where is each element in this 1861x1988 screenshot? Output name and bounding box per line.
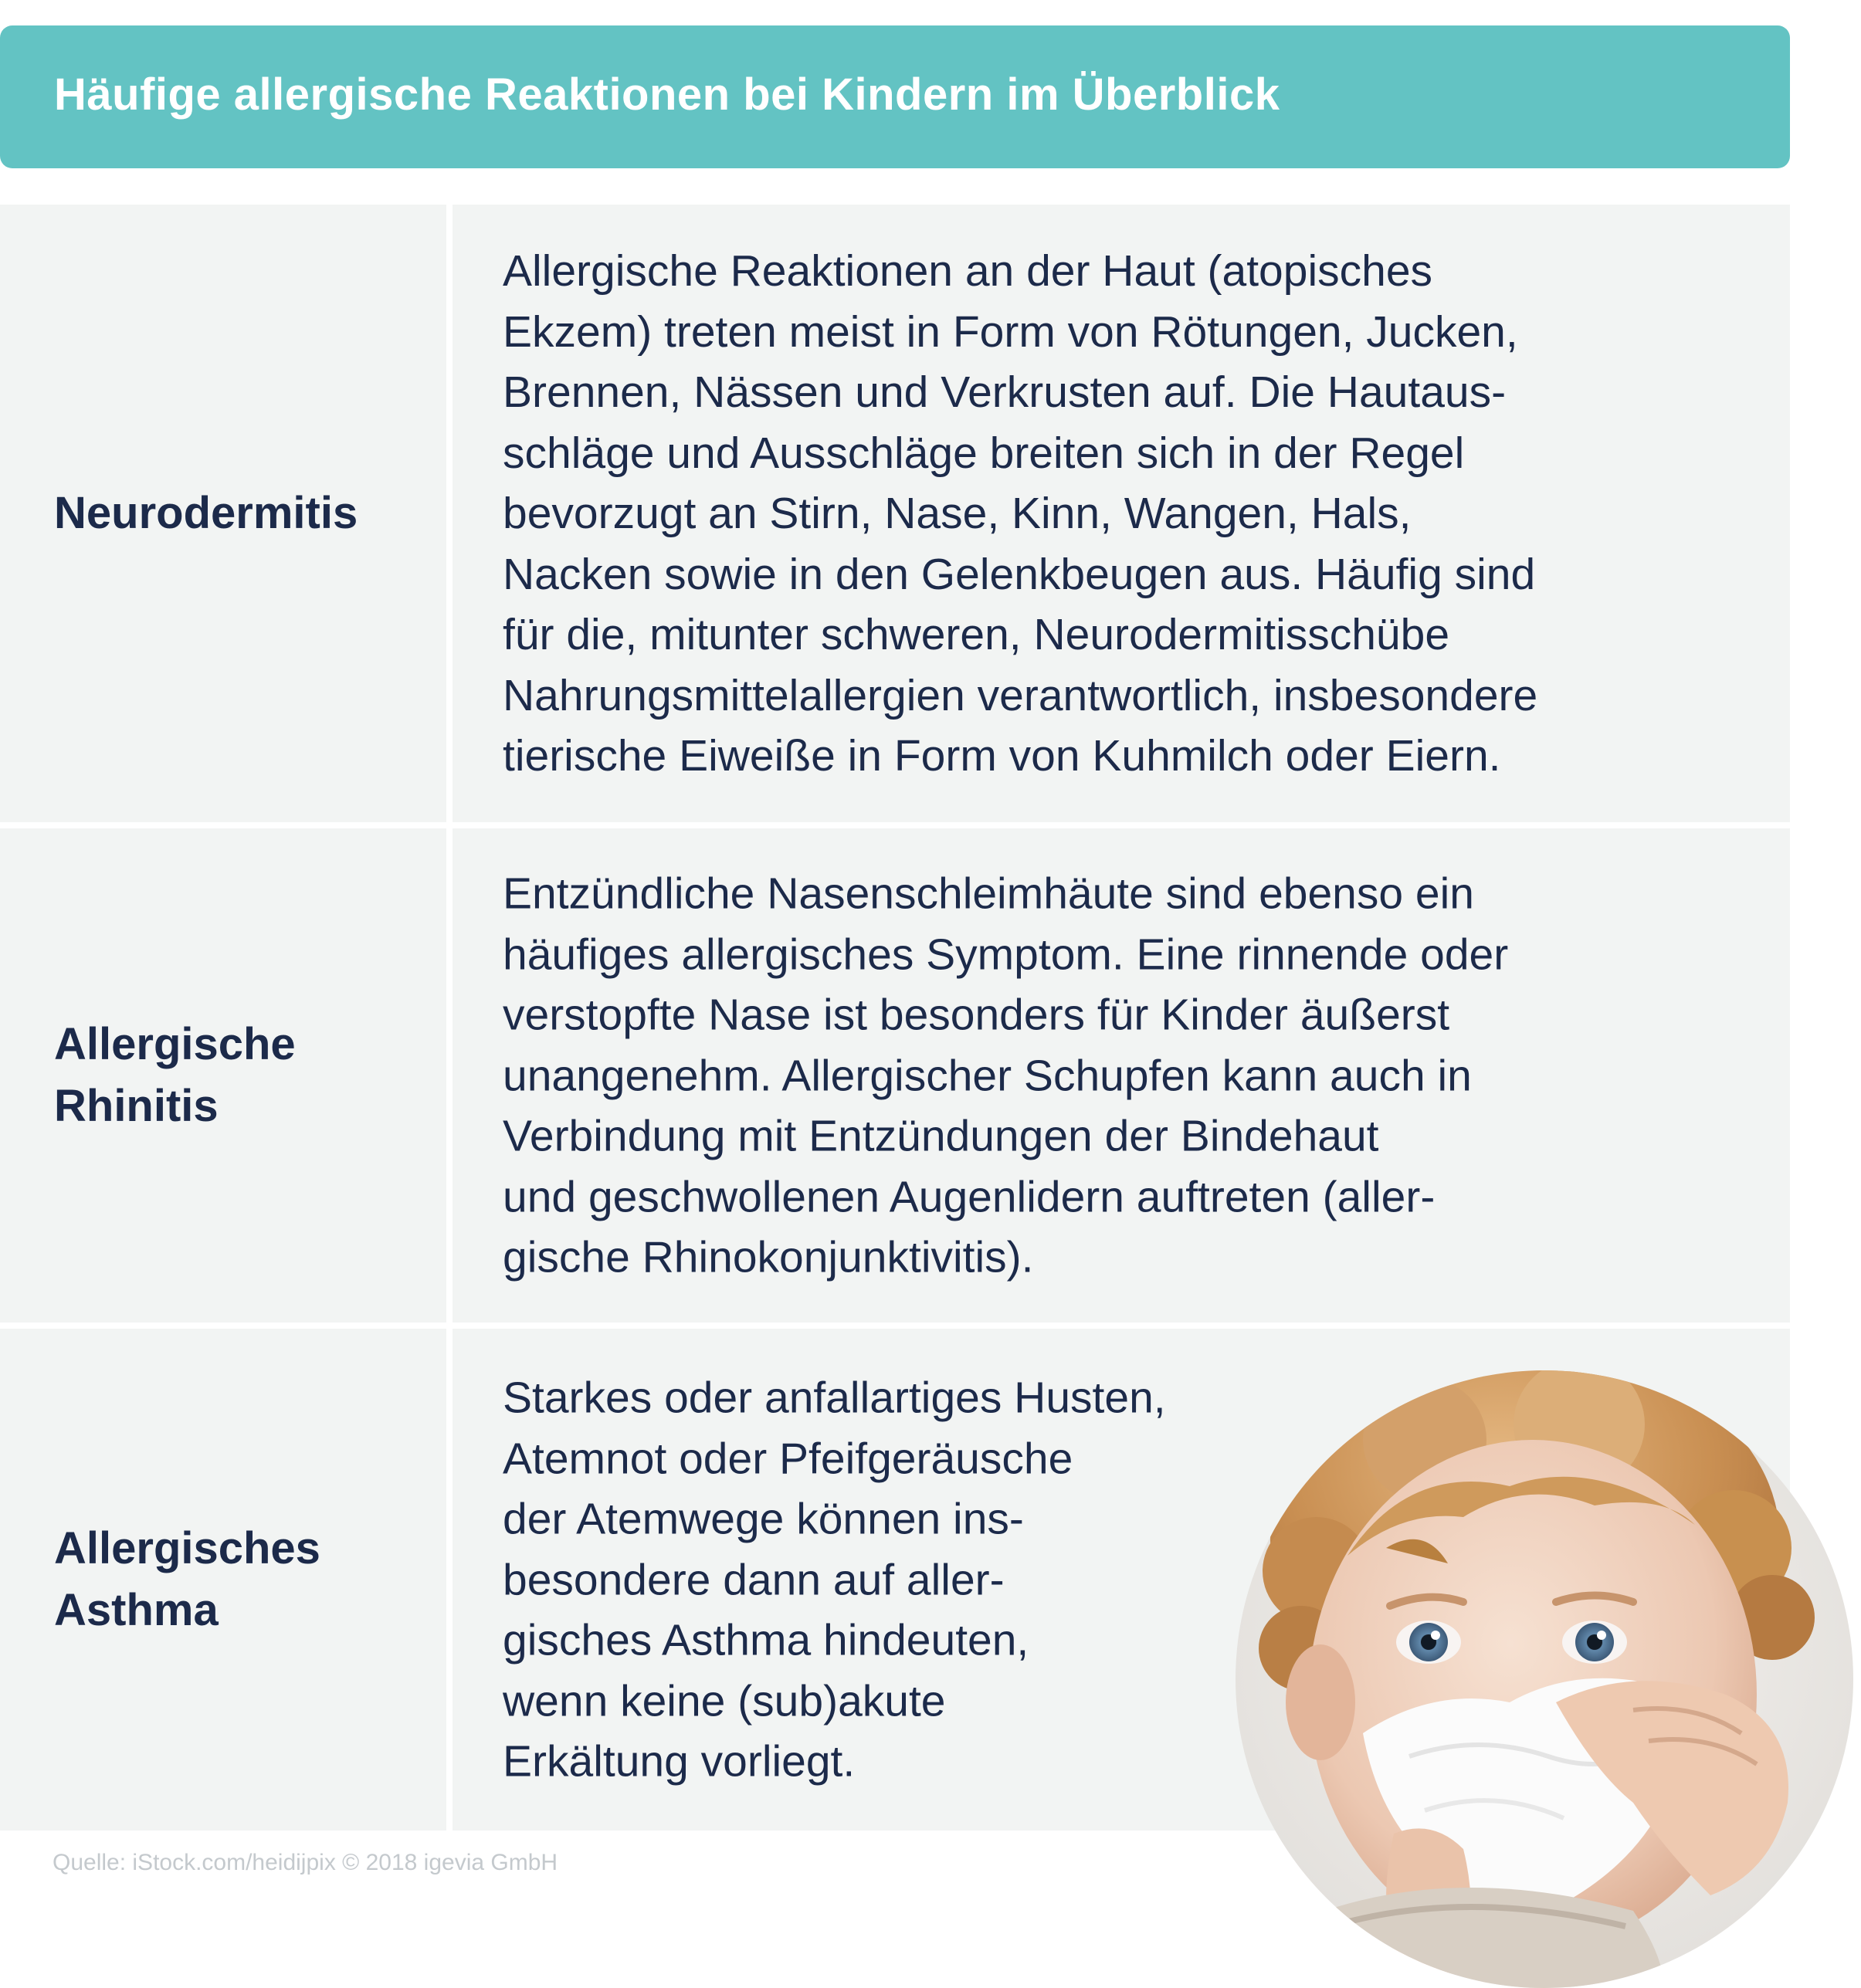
description-line: Erkältung vorliegt. [503, 1736, 856, 1786]
description-line: gische Rhinokonjunktivitis). [503, 1232, 1034, 1282]
description-line: schläge und Ausschläge breiten sich in der Regel [503, 428, 1465, 478]
child-photo [1232, 1370, 1861, 1988]
description-line: Allergische Reaktionen an der Haut (atopisches [503, 246, 1433, 296]
description-line: Nahrungsmittelallergien verantwortlich, insbesondere [503, 670, 1538, 720]
row-description [503, 863, 1508, 1288]
source-credit: Quelle: iStock.com/heidijpix © 2018 igevia GmbH [53, 1850, 558, 1875]
description-line: Nacken sowie in den Gelenkbeugen aus. Häufig sind [503, 549, 1536, 599]
table-row-neurodermitis [0, 205, 1790, 822]
description-line: Verbindung mit Entzündungen der Bindehaut [503, 1111, 1379, 1161]
row-description [503, 1367, 1166, 1792]
description-line: Starkes oder anfallartiges Husten, [503, 1373, 1166, 1423]
row-label-line: Asthma [54, 1585, 219, 1635]
description-line: Ekzem) treten meist in Form von Rötungen, Jucken, [503, 306, 1518, 357]
row-label-line: Allergische [54, 1019, 296, 1069]
row-label [54, 483, 432, 544]
description-line: gisches Asthma hindeuten, [503, 1615, 1029, 1665]
description-line: der Atemwege können ins- [503, 1494, 1024, 1544]
description-line: Brennen, Nässen und Verkrusten auf. Die Hautaus- [503, 367, 1507, 417]
header-banner [0, 25, 1790, 168]
description-line: verstopfte Nase ist besonders für Kinder äußerst [503, 990, 1450, 1040]
row-label [54, 1014, 432, 1137]
description-line: Entzündliche Nasenschleimhäute sind ebenso ein [503, 869, 1474, 919]
description-line: besondere dann auf aller- [503, 1554, 1005, 1604]
row-label-cell [0, 1329, 446, 1831]
row-description-cell [453, 205, 1790, 822]
row-label [54, 1518, 432, 1641]
description-line: bevorzugt an Stirn, Nase, Kinn, Wangen, Hals, [503, 488, 1412, 538]
page-title: Häufige allergische Reaktionen bei Kindern im Überblick [54, 69, 1280, 120]
row-description-cell [453, 828, 1790, 1323]
description-line: wenn keine (sub)akute [503, 1675, 946, 1726]
row-label-cell [0, 205, 446, 822]
table-row-allergische-rhinitis [0, 828, 1790, 1323]
description-line: unangenehm. Allergischer Schupfen kann auch in [503, 1050, 1472, 1100]
row-label-line: Rhinitis [54, 1081, 219, 1131]
row-label-cell [0, 828, 446, 1323]
description-line: häufiges allergisches Symptom. Eine rinnende oder [503, 929, 1509, 979]
row-description [503, 241, 1537, 787]
description-line: Atemnot oder Pfeifgeräusche [503, 1433, 1073, 1483]
row-label-line: Allergisches [54, 1523, 320, 1573]
description-line: und geschwollenen Augenlidern auftreten (aller- [503, 1171, 1436, 1221]
description-line: für die, mitunter schweren, Neurodermitisschübe [503, 609, 1450, 659]
description-line: tierische Eiweiße in Form von Kuhmilch oder Eiern. [503, 730, 1501, 781]
row-label-line: Neurodermitis [54, 488, 358, 538]
